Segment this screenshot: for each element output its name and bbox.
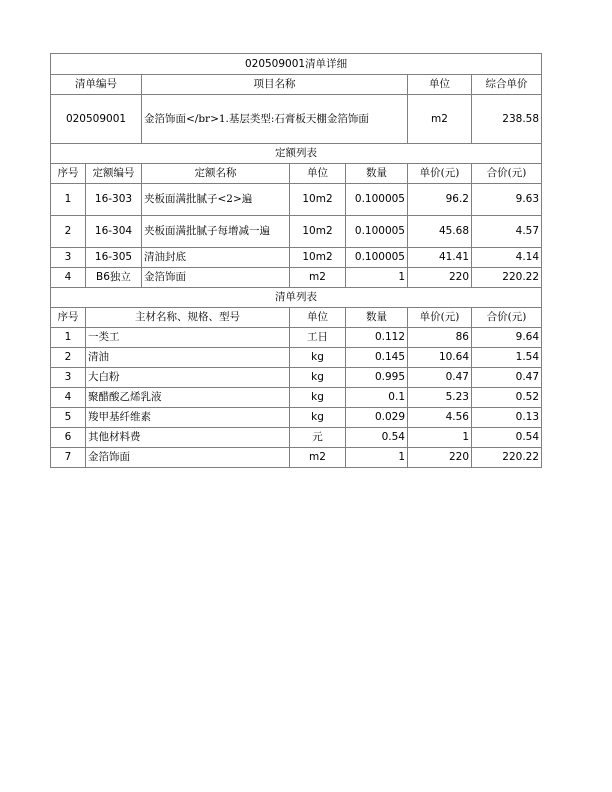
quota-unit: 10m2	[290, 184, 346, 216]
material-name: 金箔饰面	[86, 448, 290, 468]
quota-price: 220	[408, 268, 472, 288]
material-row	[51, 348, 542, 368]
quota-name: 夹板面满批腻子<2>遍	[142, 184, 290, 216]
bill-unit: m2	[408, 95, 472, 144]
material-price: 1	[408, 428, 472, 448]
bill-name-header: 项目名称	[142, 75, 408, 95]
bill-price-header: 综合单价	[472, 75, 542, 95]
quota-unit: m2	[290, 268, 346, 288]
material-seq: 3	[51, 368, 86, 388]
quota-seq-header: 序号	[51, 164, 86, 184]
quota-seq: 4	[51, 268, 86, 288]
material-unit-header: 单位	[290, 308, 346, 328]
quota-total-header: 合价(元)	[472, 164, 542, 184]
material-name: 聚醋酸乙烯乳液	[86, 388, 290, 408]
bill-row	[51, 95, 542, 144]
material-total: 0.54	[472, 428, 542, 448]
material-row	[51, 368, 542, 388]
material-price: 5.23	[408, 388, 472, 408]
quota-price-header: 单价(元)	[408, 164, 472, 184]
material-total: 0.47	[472, 368, 542, 388]
quota-seq: 2	[51, 216, 86, 248]
material-price: 220	[408, 448, 472, 468]
material-qty: 0.1	[346, 388, 408, 408]
material-seq: 1	[51, 328, 86, 348]
quota-name: 夹板面满批腻子每增减一遍	[142, 216, 290, 248]
material-total: 0.52	[472, 388, 542, 408]
material-row	[51, 388, 542, 408]
quota-unit: 10m2	[290, 216, 346, 248]
material-price: 10.64	[408, 348, 472, 368]
material-price-header: 单价(元)	[408, 308, 472, 328]
quota-seq: 1	[51, 184, 86, 216]
page-title: 020509001清单详细	[51, 54, 542, 75]
quota-total: 4.14	[472, 248, 542, 268]
material-seq: 4	[51, 388, 86, 408]
title-row	[51, 54, 542, 75]
quota-name-header: 定额名称	[142, 164, 290, 184]
material-qty: 0.995	[346, 368, 408, 388]
quota-qty: 0.100005	[346, 216, 408, 248]
material-name: 清油	[86, 348, 290, 368]
material-seq: 2	[51, 348, 86, 368]
material-unit: m2	[290, 448, 346, 468]
material-name: 大白粉	[86, 368, 290, 388]
material-price: 86	[408, 328, 472, 348]
material-row	[51, 408, 542, 428]
quota-qty-header: 数量	[346, 164, 408, 184]
quota-qty: 0.100005	[346, 184, 408, 216]
material-unit: kg	[290, 348, 346, 368]
material-name-header: 主材名称、规格、型号	[86, 308, 290, 328]
material-qty: 0.029	[346, 408, 408, 428]
quota-name: 清油封底	[142, 248, 290, 268]
quota-code: 16-304	[86, 216, 142, 248]
quota-qty: 0.100005	[346, 248, 408, 268]
material-qty: 0.54	[346, 428, 408, 448]
material-seq-header: 序号	[51, 308, 86, 328]
material-name: 其他材料费	[86, 428, 290, 448]
bill-name: 金箔饰面</br>1.基层类型:石膏板天棚金箔饰面	[142, 95, 408, 144]
quota-price: 96.2	[408, 184, 472, 216]
material-total-header: 合价(元)	[472, 308, 542, 328]
material-price: 4.56	[408, 408, 472, 428]
material-total: 9.64	[472, 328, 542, 348]
material-qty: 0.145	[346, 348, 408, 368]
material-price: 0.47	[408, 368, 472, 388]
bill-unit-header: 单位	[408, 75, 472, 95]
quota-name: 金箔饰面	[142, 268, 290, 288]
bill-header-row	[51, 75, 542, 95]
quota-row	[51, 184, 542, 216]
material-total: 0.13	[472, 408, 542, 428]
material-header-row	[51, 308, 542, 328]
bill-detail-sheet	[50, 53, 541, 468]
material-qty: 0.112	[346, 328, 408, 348]
quota-code: B6独立	[86, 268, 142, 288]
quota-total: 9.63	[472, 184, 542, 216]
quota-unit: 10m2	[290, 248, 346, 268]
quota-price: 45.68	[408, 216, 472, 248]
bill-price: 238.58	[472, 95, 542, 144]
quota-total: 220.22	[472, 268, 542, 288]
material-unit: 工日	[290, 328, 346, 348]
quota-total: 4.57	[472, 216, 542, 248]
quota-section-title: 定额列表	[51, 144, 542, 164]
quota-row	[51, 268, 542, 288]
quota-row	[51, 248, 542, 268]
material-row	[51, 328, 542, 348]
quota-qty: 1	[346, 268, 408, 288]
material-section-row	[51, 288, 542, 308]
bill-code: 020509001	[51, 95, 142, 144]
material-seq: 7	[51, 448, 86, 468]
material-unit: kg	[290, 408, 346, 428]
material-row	[51, 428, 542, 448]
quota-unit-header: 单位	[290, 164, 346, 184]
quota-price: 41.41	[408, 248, 472, 268]
table-body	[51, 54, 542, 468]
quota-section-row	[51, 144, 542, 164]
quota-seq: 3	[51, 248, 86, 268]
material-name: 一类工	[86, 328, 290, 348]
quota-code-header: 定额编号	[86, 164, 142, 184]
material-total: 220.22	[472, 448, 542, 468]
material-qty: 1	[346, 448, 408, 468]
bill-code-header: 清单编号	[51, 75, 142, 95]
material-total: 1.54	[472, 348, 542, 368]
material-seq: 6	[51, 428, 86, 448]
quota-header-row	[51, 164, 542, 184]
quota-code: 16-303	[86, 184, 142, 216]
quota-code: 16-305	[86, 248, 142, 268]
material-name: 羧甲基纤维素	[86, 408, 290, 428]
bill-detail-table	[50, 53, 542, 468]
material-qty-header: 数量	[346, 308, 408, 328]
quota-row	[51, 216, 542, 248]
material-section-title: 清单列表	[51, 288, 542, 308]
material-unit: 元	[290, 428, 346, 448]
material-seq: 5	[51, 408, 86, 428]
material-unit: kg	[290, 368, 346, 388]
material-row	[51, 448, 542, 468]
material-unit: kg	[290, 388, 346, 408]
